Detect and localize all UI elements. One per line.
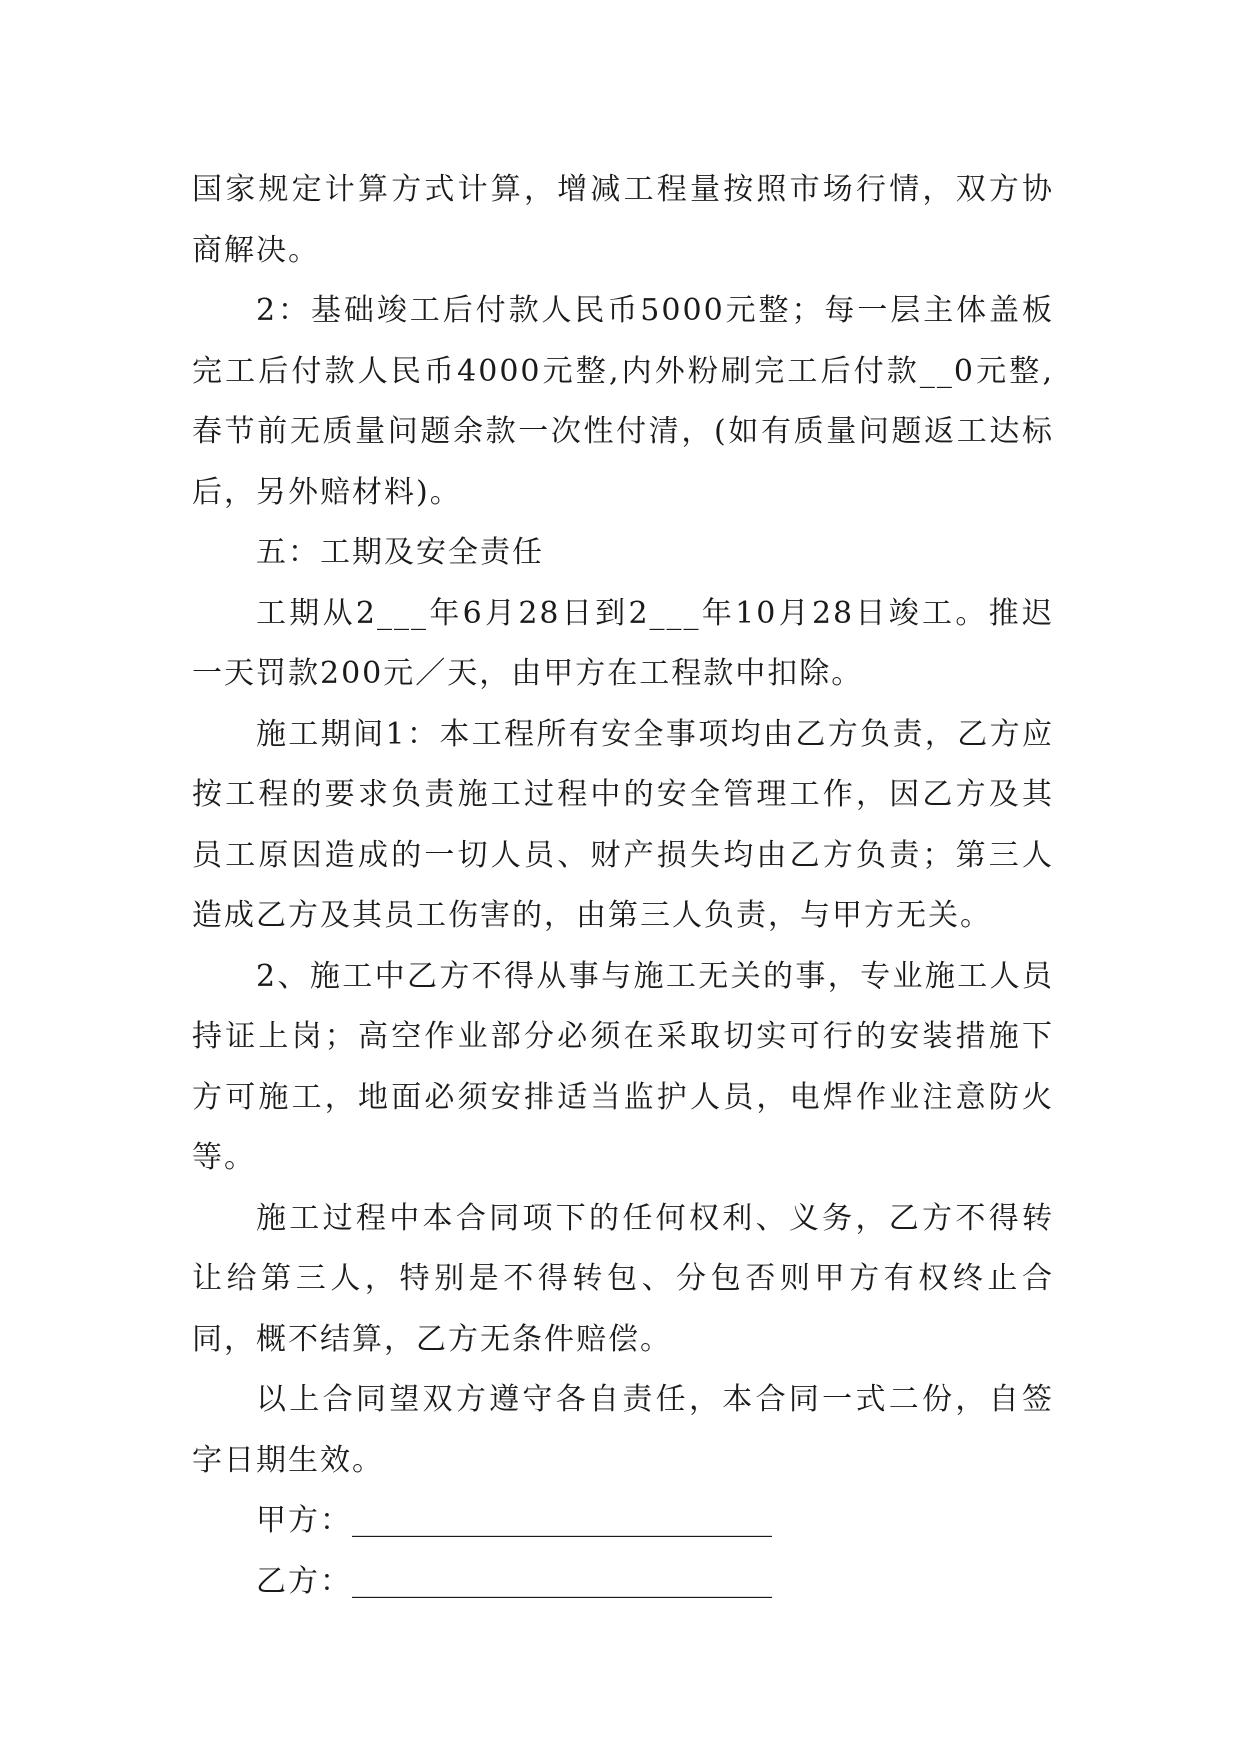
party-b-label: 乙方： [256,1563,352,1599]
party-a-signature-line: ____________________________ [352,1503,772,1538]
party-b-signature-line: ____________________________ [352,1563,772,1599]
paragraph-schedule: 工期从2___年6月28日到2___年10月28日竣工。推迟一天罚款200元／天，由甲方在工程款中扣除。 [192,595,1054,691]
document-page [192,160,1054,1612]
signature-party-b [192,1552,1054,1613]
section-heading-schedule-safety: 五：工期及安全责任 [256,535,544,570]
party-a-label: 甲方： [256,1503,352,1538]
paragraph-safety-responsibility: 施工期间1：本工程所有安全事项均由乙方负责，乙方应按工程的要求负责施工过程中的安全管理工作，因乙方及其员工原因造成的一切人员、财产损失均由乙方负责；第三人造成乙方及其员工伤害的，由第三人负责，与甲方无关。 [192,716,1054,933]
paragraph-calculation: 国家规定计算方式计算，增减工程量按照市场行情，双方协商解决。 [192,172,1054,268]
paragraph-payment: 2：基础竣工后付款人民币5000元整；每一层主体盖板完工后付款人民币4000元整,内外粉刷完工后付款__0元整,春节前无质量问题余款一次性付清，(如有质量问题返工达标后，另外赔材料)。 [192,293,1054,510]
paragraph-worker-conduct: 2、施工中乙方不得从事与施工无关的事，专业施工人员持证上岗；高空作业部分必须在采取切实可行的安装措施下方可施工，地面必须安排适当监护人员，电焊作业注意防火等。 [192,958,1054,1175]
paragraph-no-subcontract: 施工过程中本合同项下的任何权利、义务，乙方不得转让给第三人，特别是不得转包、分包否则甲方有权终止合同，概不结算，乙方无条件赔偿。 [192,1200,1054,1357]
signature-party-a [192,1491,1054,1552]
paragraph-effectiveness: 以上合同望双方遵守各自责任，本合同一式二份，自签字日期生效。 [192,1382,1054,1478]
